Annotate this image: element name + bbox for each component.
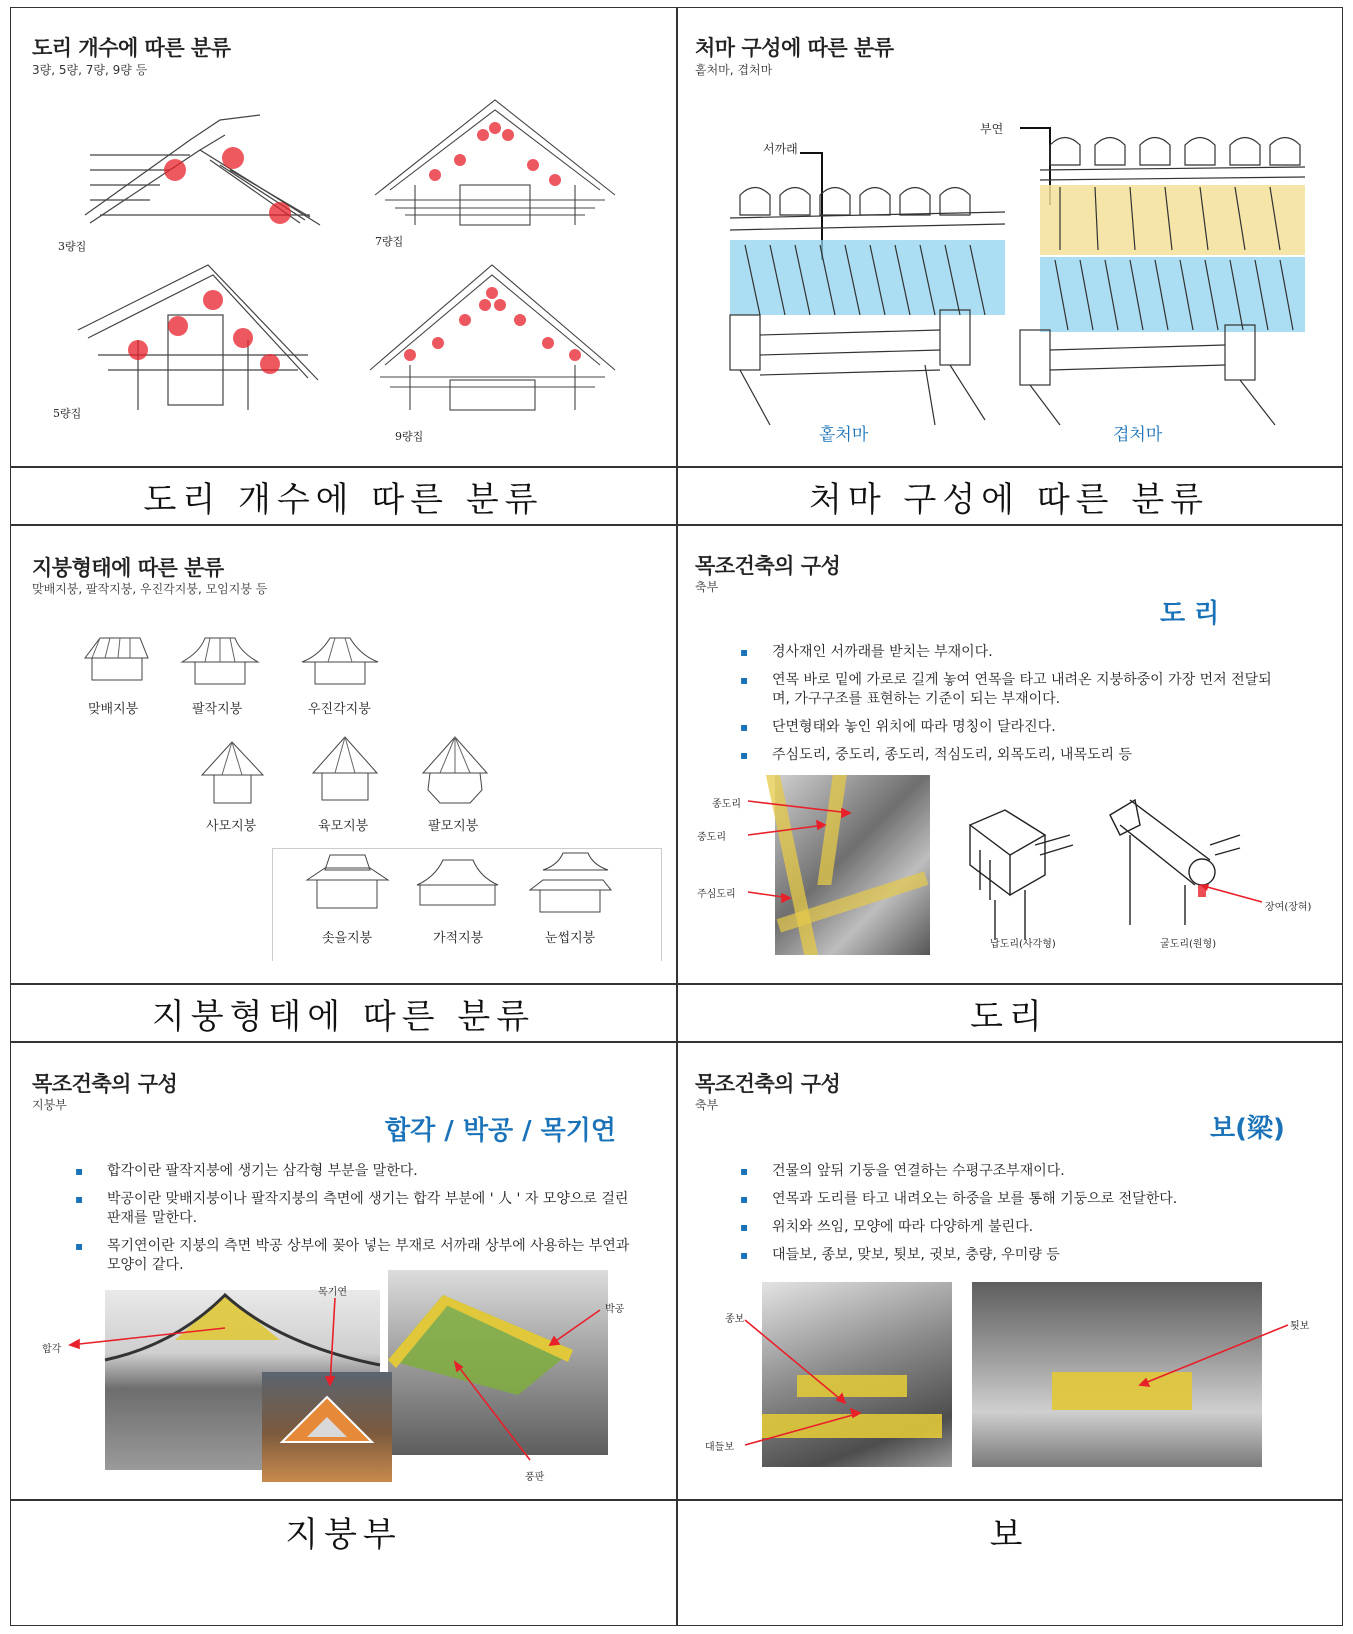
- label-paljak: 팔작지붕: [192, 702, 243, 717]
- ann-mokgiyeon: 목기연: [318, 1287, 347, 1298]
- label-9ryang: 9량집: [395, 430, 424, 443]
- panel5-bullets: [75, 1162, 635, 1284]
- grid-divider: [11, 466, 1342, 468]
- label-gyeopcheoma: 겹처마: [1113, 425, 1163, 445]
- grid-divider: [11, 1499, 1342, 1501]
- ann-jangyeo: 장여(장혀): [1265, 902, 1312, 913]
- napdori-sketch: [965, 815, 1075, 945]
- label-ujingak: 우진각지붕: [308, 702, 371, 717]
- label-gajeok: 가적지붕: [433, 931, 484, 946]
- list-item: ▪ 대들보, 종보, 맞보, 툇보, 귓보, 충량, 우미량 등: [740, 1246, 1280, 1265]
- list-item: ▪ 목기연이란 지붕의 측면 박공 상부에 꽂아 넣는 부재로 서까래 상부에 사용하는 부연과 모양이 같다.: [75, 1237, 635, 1275]
- list-item: ▪ 위치와 쓰임, 모양에 따라 다양하게 불린다.: [740, 1218, 1280, 1237]
- gyeopcheoma-diagram: [1020, 125, 1310, 430]
- panel3-title: 지붕형태에 따른 분류: [32, 556, 224, 580]
- list-item: ▪ 연목과 도리를 타고 내려오는 하중을 보를 통해 기둥으로 전달한다.: [740, 1190, 1280, 1209]
- dori-arrows: [740, 795, 890, 915]
- ann-jongdori: 종도리: [712, 799, 741, 810]
- label-matbae: 맞배지붕: [88, 702, 139, 717]
- panel4-heading: 도 리: [1160, 599, 1220, 629]
- grid-divider: [11, 524, 1342, 526]
- panel6-heading: 보(梁): [1210, 1114, 1285, 1144]
- samo-roof-icon: [200, 740, 265, 810]
- caption-dori: 도리: [970, 997, 1048, 1037]
- ann-jungdori: 중도리: [697, 832, 726, 843]
- label-palmo: 팔모지붕: [428, 819, 479, 834]
- list-item: ▪ 건물의 앞뒤 기둥을 연결하는 수평구조부재이다.: [740, 1162, 1280, 1181]
- caption-roof-shape: 지붕형태에 따른 분류: [151, 997, 536, 1037]
- caption-bo: 보: [989, 1515, 1029, 1555]
- caption-dori-count: 도리 개수에 따른 분류: [143, 480, 544, 520]
- label-7ryang: 7량집: [375, 235, 404, 248]
- yukmo-roof-icon: [310, 735, 380, 810]
- ann-bakgong: 박공: [605, 1304, 625, 1315]
- list-item: ▪ 경사재인 서까래를 받치는 부재이다.: [740, 643, 1280, 662]
- ann-toetbo: 툇보: [1290, 1321, 1310, 1332]
- label-hotcheoma: 홑처마: [819, 425, 869, 445]
- palmo-roof-icon: [420, 735, 490, 810]
- panel5-heading: 합각 / 박공 / 목기연: [385, 1116, 617, 1146]
- panel3-subtitle: 맞배지붕, 팔작지붕, 우진각지붕, 모임지붕 등: [32, 582, 268, 596]
- label-5ryang: 5량집: [53, 407, 82, 420]
- grid-divider: [11, 1041, 1342, 1043]
- panel4-subtitle: 축부: [695, 580, 719, 594]
- panel1-subtitle: 3량, 5량, 7량, 9량 등: [32, 63, 148, 77]
- panel6-bullets: [740, 1162, 1280, 1274]
- label-soteul: 솟을지붕: [322, 931, 373, 946]
- jangyeo-arrow: [1200, 880, 1270, 910]
- grid-divider: [11, 983, 1342, 985]
- nunsseop-roof-icon: [528, 850, 613, 920]
- roof-part-arrows: [60, 1290, 620, 1470]
- ann-napdori: 납도리(사각형): [990, 939, 1056, 950]
- list-item: ▪ 주심도리, 중도리, 종도리, 적심도리, 외목도리, 내목도리 등: [740, 746, 1280, 765]
- bo-arrows: [740, 1300, 1290, 1460]
- grid-divider-vertical: [676, 8, 678, 1625]
- caption-cheoma: 처마 구성에 따른 분류: [808, 480, 1210, 520]
- hotcheoma-diagram: [725, 150, 1005, 430]
- five-ryang-sketch: [78, 260, 318, 410]
- ann-jongbo: 종보: [725, 1314, 745, 1325]
- panel5-subtitle: 지붕부: [32, 1098, 67, 1112]
- list-item: ▪ 박공이란 맞배지붕이나 팔작지붕의 측면에 생기는 합각 부분에 ' 人 ' 자 모양으로 걸린 판재를 말한다.: [75, 1190, 635, 1228]
- soteul-roof-icon: [305, 850, 390, 920]
- label-samo: 사모지붕: [206, 819, 257, 834]
- panel6-title: 목조건축의 구성: [695, 1072, 841, 1096]
- matbae-roof-icon: [80, 630, 150, 690]
- caption-roof-part: 지붕부: [285, 1515, 402, 1555]
- ann-hapgak: 합각: [42, 1344, 62, 1355]
- label-yukmo: 육모지붕: [318, 819, 369, 834]
- callout-buyeon: 부연: [980, 122, 1004, 136]
- ujingak-roof-icon: [300, 630, 380, 690]
- panel6-subtitle: 축부: [695, 1098, 719, 1112]
- label-3ryang: 3량집: [58, 240, 87, 253]
- three-ryang-sketch: [50, 105, 350, 245]
- panel4-bullets: [740, 643, 1280, 774]
- ann-jusimdori: 주심도리: [697, 889, 736, 900]
- seven-ryang-sketch: [375, 100, 615, 240]
- list-item: ▪ 연목 바로 밑에 가로로 길게 놓여 연목을 타고 내려온 지붕하중이 가장 먼저 전달되며, 가구구조를 표현하는 기준이 되는 부재이다.: [740, 671, 1280, 709]
- ann-daedeulbo: 대들보: [705, 1442, 734, 1453]
- list-item: ▪ 단면형태와 놓인 위치에 따라 명칭이 달라진다.: [740, 718, 1280, 737]
- panel2-subtitle: 홑처마, 겹처마: [695, 63, 773, 77]
- list-item: ▪ 합각이란 팔작지붕에 생기는 삼각형 부분을 말한다.: [75, 1162, 635, 1181]
- panel5-title: 목조건축의 구성: [32, 1072, 178, 1096]
- panel4-title: 목조건축의 구성: [695, 554, 841, 578]
- ann-pungpan: 풍판: [525, 1472, 545, 1483]
- ann-guldori: 굴도리(원형): [1160, 939, 1217, 950]
- label-nunsseop: 눈썹지붕: [545, 931, 596, 946]
- panel1-title: 도리 개수에 따른 분류: [32, 36, 231, 60]
- panel2-title: 처마 구성에 따른 분류: [695, 36, 894, 60]
- gajeok-roof-icon: [415, 855, 500, 920]
- paljak-roof-icon: [180, 630, 260, 690]
- nine-ryang-sketch: [370, 265, 615, 410]
- callout-rafter: 서까래: [763, 142, 798, 156]
